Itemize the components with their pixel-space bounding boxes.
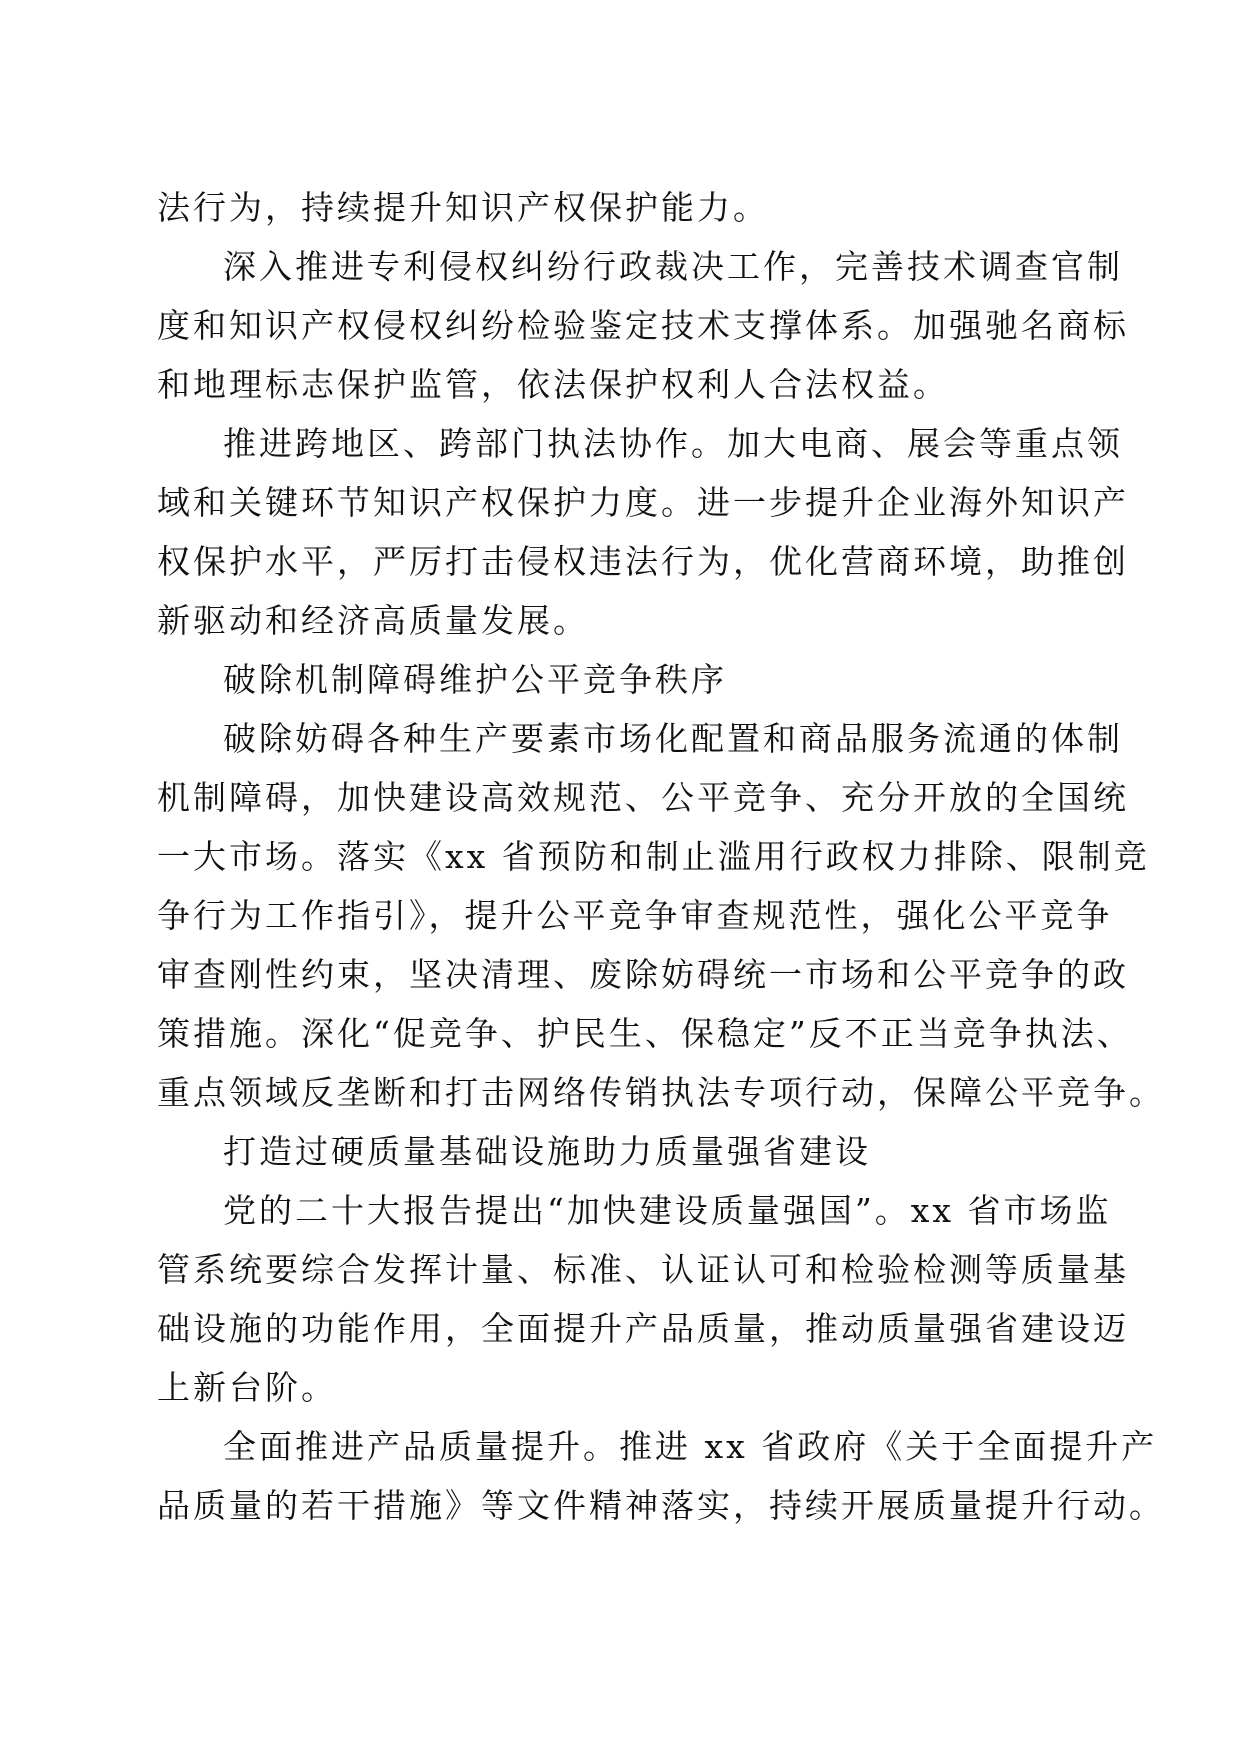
text-line: 策措施。深化“促竞争、护民生、保稳定”反不正当竞争执法、 (157, 1014, 1133, 1053)
text-line: 上新台阶。 (157, 1368, 337, 1407)
text-line: 审查刚性约束，坚决清理、废除妨碍统一市场和公平竞争的政 (157, 955, 1129, 994)
text-line: 打造过硬质量基础设施助力质量强省建设 (223, 1132, 871, 1171)
text-line: 域和关键环节知识产权保护力度。进一步提升企业海外知识产 (157, 483, 1129, 522)
paragraph-7 (157, 1181, 1129, 1417)
document-body (157, 178, 1165, 1535)
section-heading-fair-competition (157, 650, 1087, 709)
text-line: 争行为工作指引》，提升公平竞争审查规范性，强化公平竞争 (157, 896, 1113, 935)
paragraph-1 (157, 178, 1087, 237)
section-heading-quality-infrastructure (157, 1122, 1087, 1181)
text-line: 权保护水平，严厉打击侵权违法行为，优化营商环境，助推创 (157, 542, 1129, 581)
text-line: 破除妨碍各种生产要素市场化配置和商品服务流通的体制 (223, 719, 1123, 758)
text-line: 推进跨地区、跨部门执法协作。加大电商、展会等重点领 (223, 424, 1123, 463)
text-line: 一大市场。落实《xx 省预防和制止滥用行政权力排除、限制竞 (157, 837, 1150, 876)
text-line: 础设施的功能作用，全面提升产品质量，推动质量强省建设迈 (157, 1309, 1129, 1348)
text-line: 法行为，持续提升知识产权保护能力。 (157, 188, 769, 227)
text-line: 党的二十大报告提出“加快建设质量强国”。xx 省市场监 (223, 1191, 1112, 1230)
paragraph-2 (157, 237, 1129, 414)
text-line: 重点领域反垄断和打击网络传销执法专项行动，保障公平竞争。 (157, 1073, 1165, 1112)
paragraph-5 (157, 709, 1165, 1122)
paragraph-3 (157, 414, 1129, 650)
text-line: 深入推进专利侵权纠纷行政裁决工作，完善技术调查官制 (223, 247, 1123, 286)
text-line: 度和知识产权侵权纠纷检验鉴定技术支撑体系。加强驰名商标 (157, 306, 1129, 345)
text-line: 全面推进产品质量提升。推进 xx 省政府《关于全面提升产 (223, 1427, 1158, 1466)
text-line: 新驱动和经济高质量发展。 (157, 601, 589, 640)
text-line: 品质量的若干措施》等文件精神落实，持续开展质量提升行动。 (157, 1486, 1165, 1525)
paragraph-8 (157, 1417, 1165, 1535)
text-line: 机制障碍，加快建设高效规范、公平竞争、充分开放的全国统 (157, 778, 1129, 817)
text-line: 和地理标志保护监管，依法保护权利人合法权益。 (157, 365, 949, 404)
text-line: 管系统要综合发挥计量、标准、认证认可和检验检测等质量基 (157, 1250, 1129, 1289)
text-line: 破除机制障碍维护公平竞争秩序 (223, 660, 727, 699)
